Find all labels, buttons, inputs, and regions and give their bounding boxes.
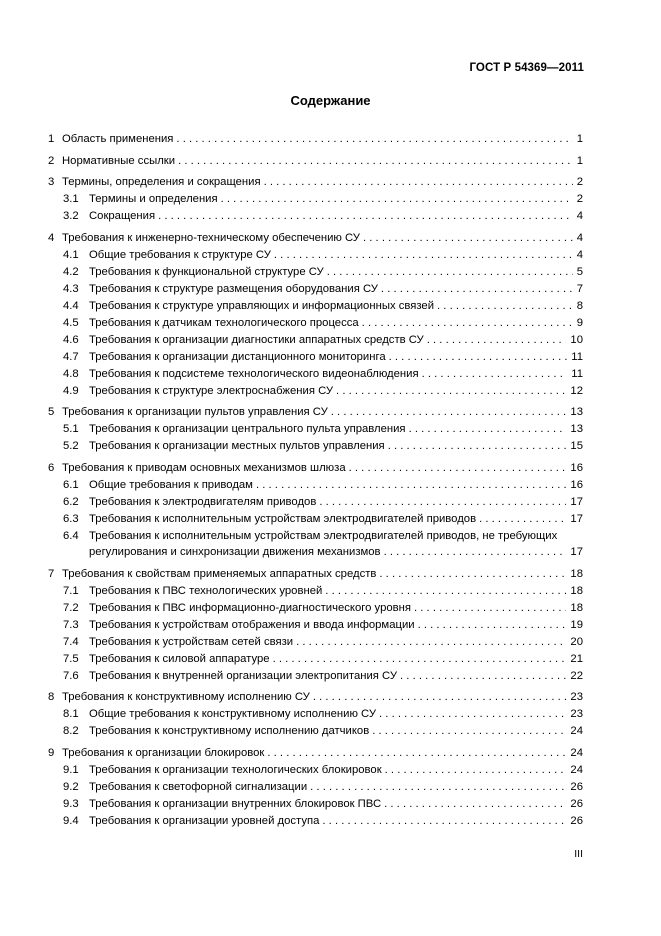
toc-title: Требования к структуре управляющих и информационных связей (89, 299, 435, 312)
toc-entry-6-3[interactable] (48, 513, 583, 527)
toc-number: 4.3 (63, 282, 79, 295)
standard-number: ГОСТ Р 54369—2011 (469, 62, 584, 74)
leader-dots (427, 334, 567, 348)
toc-page: 5 (576, 265, 583, 278)
toc-number: 4.7 (63, 350, 79, 363)
toc-title: Требования к организации технологических блокировок (89, 763, 382, 776)
toc-title: Сокращения (89, 210, 156, 222)
leader-dots (176, 133, 572, 147)
leader-dots (296, 636, 566, 650)
toc-number: 6.2 (63, 495, 79, 508)
toc-title: Требования к датчикам технологического процесса (89, 316, 359, 329)
toc-title: Требования к конструктивному исполнению датчиков (89, 725, 370, 737)
toc-entry-7-4[interactable] (48, 636, 583, 650)
toc-number: 2 (48, 154, 55, 167)
toc-title: Требования к светофорной сигнализации (89, 780, 308, 793)
toc-number: 7.2 (63, 601, 79, 614)
toc-page: 21 (570, 652, 583, 665)
toc-number: 5 (48, 406, 55, 418)
leader-dots (158, 210, 573, 224)
leader-dots (221, 193, 573, 207)
toc-title: Требования к организации пультов управления СУ (62, 406, 328, 418)
leader-dots (310, 781, 566, 795)
leader-dots (379, 708, 566, 722)
leader-dots (388, 440, 567, 454)
toc-entry-8-2[interactable] (48, 725, 583, 739)
toc-number: 9.4 (63, 814, 79, 827)
toc-page: 13 (570, 406, 583, 418)
toc-page: 22 (570, 669, 583, 682)
toc-number: 5.1 (63, 423, 79, 435)
leader-dots (389, 351, 568, 365)
toc-number: 1 (48, 133, 55, 145)
toc-entry-8-1[interactable] (48, 708, 583, 722)
leader-dots (331, 406, 567, 420)
toc-title: Требования к электродвигателям приводов (89, 495, 317, 508)
toc-page: 17 (570, 495, 583, 508)
page-title: Содержание (290, 93, 371, 108)
toc-title: Нормативные ссылки (62, 154, 176, 167)
leader-dots (384, 546, 567, 560)
leader-dots (336, 385, 566, 399)
toc-entry-7-1[interactable] (48, 585, 583, 599)
toc-title: Требования к устройствам сетей связи (89, 635, 294, 648)
toc-number: 3.1 (63, 193, 79, 205)
toc-entry-4-3[interactable] (48, 283, 583, 297)
toc-page: 10 (570, 333, 583, 346)
leader-dots (349, 462, 567, 476)
leader-dots (414, 602, 566, 616)
toc-number: 4.1 (63, 248, 79, 261)
toc-number: 3 (48, 176, 55, 188)
leader-dots (256, 479, 566, 493)
toc-page: 13 (570, 423, 583, 435)
toc-entry-4-8[interactable] (48, 368, 583, 382)
toc-entry-3-2[interactable] (48, 210, 583, 224)
leader-dots (363, 232, 573, 246)
leader-dots (400, 670, 566, 684)
toc-page: 17 (570, 512, 583, 525)
toc-page: 4 (576, 231, 583, 244)
toc-title: Требования к структуре размещения оборудования СУ (89, 282, 378, 295)
toc-entry-4-6[interactable] (48, 334, 583, 348)
leader-dots (372, 725, 566, 739)
table-of-contents (48, 127, 583, 828)
toc-entry-7-5[interactable] (48, 653, 583, 667)
toc-title: Требования к свойствам применяемых аппаратных средств (62, 567, 377, 580)
toc-title: Требования к организации диагностики аппаратных средств СУ (89, 333, 424, 346)
toc-page: 7 (576, 282, 583, 295)
toc-page: 15 (570, 440, 583, 452)
toc-entry-9-3[interactable] (48, 798, 583, 812)
leader-dots (362, 317, 573, 331)
leader-dots (327, 266, 573, 280)
toc-entry-4-1[interactable] (48, 249, 583, 263)
toc-number: 8.1 (63, 708, 79, 720)
page-number: III (574, 848, 583, 860)
toc-number: 6.3 (63, 512, 79, 525)
toc-number: 4.6 (63, 333, 79, 346)
toc-number: 4 (48, 231, 55, 244)
toc-entry-6-4[interactable] (48, 530, 583, 560)
toc-number: 9.1 (63, 763, 79, 776)
toc-title: Требования к организации внутренних блокировок ПВС (89, 797, 382, 810)
toc-page: 16 (570, 461, 583, 474)
toc-page: 19 (570, 618, 583, 631)
toc-number: 7.4 (63, 635, 79, 648)
leader-dots (267, 747, 566, 761)
toc-page: 9 (576, 316, 583, 329)
toc-entry-9[interactable] (48, 747, 583, 761)
toc-entry-8[interactable] (48, 691, 583, 705)
toc-number: 9.2 (63, 780, 79, 793)
toc-entry-2[interactable] (48, 155, 583, 169)
leader-dots (422, 368, 568, 382)
toc-entry-5-1[interactable] (48, 423, 583, 437)
toc-entry-9-1[interactable] (48, 764, 583, 778)
toc-title-line-1: Требования к исполнительным устройствам электродвигателей приводов, не требующих (89, 529, 558, 542)
leader-dots (273, 653, 567, 667)
toc-page: 23 (570, 708, 583, 720)
toc-entry-7-2[interactable] (48, 602, 583, 616)
leader-dots (379, 568, 566, 582)
leader-dots (264, 176, 573, 190)
leader-dots (385, 764, 567, 778)
toc-page: 26 (570, 797, 583, 810)
toc-title: Термины, определения и сокращения (62, 176, 261, 188)
leader-dots (418, 619, 567, 633)
leader-dots (274, 249, 573, 263)
toc-title: Требования к приводам основных механизмов шлюза (62, 461, 346, 474)
toc-entry-4[interactable] (48, 232, 583, 246)
toc-page: 24 (570, 725, 583, 737)
toc-page: 1 (576, 133, 583, 145)
toc-title: Требования к устройствам отображения и ввода информации (89, 618, 415, 631)
toc-entry-9-2[interactable] (48, 781, 583, 795)
leader-dots (409, 423, 567, 437)
toc-number: 4.2 (63, 265, 79, 278)
toc-title: Требования к силовой аппаратуре (89, 652, 270, 665)
leader-dots (437, 300, 573, 314)
toc-title: Требования к инженерно-техническому обеспечению СУ (62, 231, 360, 244)
toc-number: 7.1 (63, 584, 79, 597)
toc-title: Требования к ПВС информационно-диагностического уровня (89, 601, 411, 614)
toc-number: 6 (48, 461, 55, 474)
toc-number: 7.5 (63, 652, 79, 665)
toc-entry-9-4[interactable] (48, 815, 583, 829)
toc-title: Термины и определения (89, 193, 218, 205)
leader-dots (325, 585, 566, 599)
toc-title: Требования к организации центрального пульта управления (89, 423, 406, 435)
leader-dots (313, 691, 567, 705)
toc-page: 18 (570, 567, 583, 580)
toc-entry-4-4[interactable] (48, 300, 583, 314)
toc-number: 7.3 (63, 618, 79, 631)
toc-title: Общие требования к приводам (89, 478, 253, 491)
toc-page: 18 (570, 601, 583, 614)
leader-dots (479, 513, 566, 527)
leader-dots (322, 815, 566, 829)
toc-page: 16 (570, 478, 583, 491)
toc-number: 7.6 (63, 669, 79, 682)
toc-page: 4 (576, 210, 583, 222)
toc-entry-6[interactable] (48, 462, 583, 476)
toc-title: Требования к исполнительным устройствам электродвигателей приводов (89, 512, 477, 525)
toc-entry-4-9[interactable] (48, 385, 583, 399)
toc-title: Требования к конструктивному исполнению СУ (62, 691, 310, 703)
toc-page: 12 (570, 384, 583, 397)
toc-title: Требования к внутренней организации электропитания СУ (89, 669, 398, 682)
toc-number: 7 (48, 567, 55, 580)
toc-entry-7-6[interactable] (48, 670, 583, 684)
toc-entry-5[interactable] (48, 406, 583, 420)
leader-dots (381, 283, 573, 297)
toc-entry-6-2[interactable] (48, 496, 583, 510)
toc-page: 11 (571, 350, 583, 363)
toc-page: 1 (576, 154, 583, 167)
toc-page: 2 (576, 193, 583, 205)
toc-title: Требования к организации блокировок (62, 746, 265, 759)
toc-number: 8.2 (63, 725, 79, 737)
toc-entry-5-2[interactable] (48, 440, 583, 454)
toc-page: 2 (576, 176, 583, 188)
leader-dots (319, 496, 566, 510)
toc-title: Требования к ПВС технологических уровней (89, 584, 323, 597)
toc-number: 8 (48, 691, 55, 703)
toc-page: 24 (570, 746, 583, 759)
leader-dots (178, 155, 573, 169)
toc-entry-6-1[interactable] (48, 479, 583, 493)
toc-number: 4.4 (63, 299, 79, 312)
toc-entry-7[interactable] (48, 568, 583, 582)
toc-page: 24 (570, 763, 583, 776)
toc-number: 4.8 (63, 367, 79, 380)
leader-dots (384, 798, 566, 812)
toc-number: 5.2 (63, 440, 79, 452)
toc-page: 26 (570, 814, 583, 827)
toc-entry-3[interactable] (48, 176, 583, 190)
toc-title: Область применения (62, 133, 174, 145)
toc-entry-3-1[interactable] (48, 193, 583, 207)
toc-title: Требования к функциональной структуре СУ (89, 265, 324, 278)
toc-page: 8 (576, 299, 583, 312)
toc-page: 23 (570, 691, 583, 703)
toc-number: 4.5 (63, 316, 79, 329)
toc-number: 4.9 (63, 384, 79, 397)
toc-title-line-2: регулирования и синхронизации движения механизмов (89, 546, 381, 558)
toc-title: Общие требования к конструктивному исполнению СУ (89, 708, 377, 720)
toc-page: 20 (570, 635, 583, 648)
toc-entry-4-5[interactable] (48, 317, 583, 331)
toc-number: 6.4 (63, 529, 79, 542)
toc-title: Общие требования к структуре СУ (89, 248, 271, 261)
toc-number: 3.2 (63, 210, 79, 222)
toc-page: 17 (570, 546, 583, 558)
toc-title: Требования к организации дистанционного мониторинга (89, 350, 386, 363)
toc-page: 18 (570, 584, 583, 597)
toc-entry-1[interactable] (48, 133, 583, 147)
toc-number: 9.3 (63, 797, 79, 810)
toc-entry-7-3[interactable] (48, 619, 583, 633)
toc-entry-4-7[interactable] (48, 351, 583, 365)
toc-page: 4 (576, 248, 583, 261)
toc-title: Требования к подсистеме технологического видеонаблюдения (89, 367, 419, 380)
toc-title: Требования к структуре электроснабжения СУ (89, 384, 334, 397)
toc-page: 11 (571, 367, 583, 380)
toc-page: 26 (570, 780, 583, 793)
toc-title: Требования к организации местных пультов управления (89, 440, 385, 452)
toc-number: 6.1 (63, 478, 79, 491)
toc-number: 9 (48, 746, 55, 759)
toc-entry-4-2[interactable] (48, 266, 583, 280)
toc-title: Требования к организации уровней доступа (89, 814, 320, 827)
